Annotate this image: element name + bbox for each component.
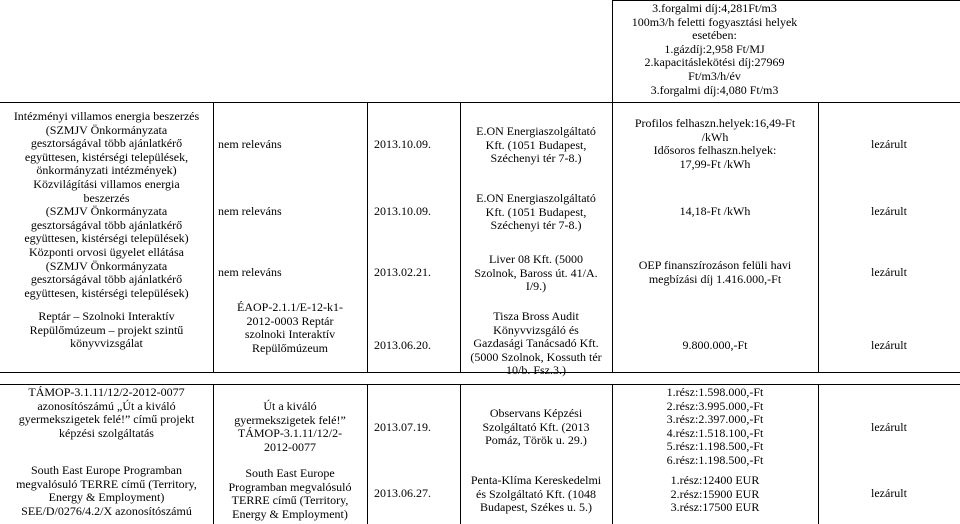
- contractor-cell: Penta-Klíma Kereskedelmi és Szolgáltató Kft. (1048 Budapest, Székes u. 5.): [470, 473, 602, 515]
- subject-cell: Közvilágítási villamos energia beszerzés (SZMJV Önkormányzata gesztorságával több ajánlatkérő együttesen, kistérségi települések): [24, 177, 189, 246]
- contractor-cell: Liver 08 Kft. (5000 Szolnok, Baross út. 41/A. I/9.): [474, 252, 598, 294]
- status-cell: lezárult: [871, 338, 907, 352]
- price-cell: 14,18-Ft /kWh: [679, 204, 751, 218]
- date-cell: 2013.06.20.: [374, 338, 431, 352]
- status-cell: lezárult: [871, 265, 907, 279]
- relevance-cell: ÉAOP-2.1.1/E-12-k1- 2012-0003 Reptár szolnoki Interaktív Repülőmúzeum: [237, 300, 343, 355]
- table-border-group1-top: [0, 102, 960, 103]
- status-cell: lezárult: [871, 486, 907, 500]
- subject-cell: Reptár – Szolnoki Interaktív Repülőmúzeum – projekt szintű könyvvizsgálat: [29, 309, 184, 351]
- date-cell: 2013.02.21.: [374, 265, 431, 279]
- contractor-cell: E.ON Energiaszolgáltató Kft. (1051 Budapest, Széchenyi tér 7-8.): [476, 191, 596, 233]
- date-cell: 2013.10.09.: [374, 204, 431, 218]
- subject-cell: Központi orvosi ügyelet ellátása (SZMJV Önkormányzata gesztorságával több ajánlatkérő együttesen, kistérségi települések): [24, 245, 189, 300]
- price-cell: 1.rész:1.598.000,-Ft 2.rész:3.995.000,-Ft 3.rész:2.397.000,-Ft 4.rész:1.518.100,-Ft 5.rész:1.198.500,-Ft 6.rész:1.198.500,-Ft: [666, 385, 764, 467]
- status-cell: lezárult: [871, 137, 907, 151]
- price-cell: 9.800.000,-Ft: [682, 338, 748, 352]
- column-divider-2: [367, 384, 368, 524]
- relevance-cell: nem releváns: [218, 204, 282, 218]
- date-cell: 2013.10.09.: [374, 137, 431, 151]
- date-cell: 2013.06.27.: [374, 486, 431, 500]
- price-cell: 1.rész:12400 EUR 2.rész:15900 EUR 3.rész:17500 EUR: [670, 473, 760, 515]
- subject-cell: Intézményi villamos energia beszerzés (SZMJV Önkormányzata gesztorságával több ajánlatkérő együttesen, kistérségi települések, önkormányzati intézmények): [13, 109, 200, 178]
- price-cell: Profilos felhaszn.helyek:16,49-Ft /kWh Idősoros felhaszn.helyek: 17,99-Ft /kWh: [634, 116, 796, 171]
- subject-cell: South East Europe Programban megvalósuló TERRE című (Territory, Energy & Employment) SEE/D/0276/4.2/X azonosítószámú: [16, 463, 197, 518]
- relevance-cell: nem releváns: [218, 265, 282, 279]
- price-cell: OEP finanszírozáson felüli havi megbízási díj 1.416.000,-Ft: [638, 258, 792, 286]
- relevance-cell: South East Europe Programban megvalósuló TERRE című (Territory, Energy & Employment): [228, 466, 352, 521]
- status-cell: lezárult: [871, 420, 907, 434]
- contractor-cell: Observans Képzési Szolgáltató Kft. (2013 Pomáz, Török u. 29.): [482, 406, 590, 448]
- top-fee-cell: 3.forgalmi díj:4,281Ft/m3 100m3/h feletti fogyasztási helyek esetében: 1.gázdíj:2,958 Ft/MJ 2.kapacitáslekötési díj:27969 Ft/m3/h/év 3.forgalmi díj:4,080 Ft/m3: [631, 1, 798, 97]
- status-cell: lezárult: [871, 204, 907, 218]
- relevance-cell: Út a kiváló gyermekszigetek felé!” TÁMOP-3.1.11/12/2- 2012-0077: [234, 399, 346, 454]
- contractor-cell: Tisza Bross Audit Könyvvizsgáló és Gazdasági Tanácsadó Kft. (5000 Szolnok, Kossuth tér 10/b. Fsz.3.): [470, 309, 602, 378]
- date-cell: 2013.07.19.: [374, 420, 431, 434]
- column-divider-2: [367, 102, 368, 372]
- relevance-cell: nem releváns: [218, 137, 282, 151]
- subject-cell: TÁMOP-3.1.11/12/2-2012-0077 azonosítószámú „Út a kiváló gyermekszigetek felé!” című projekt képzési szolgáltatás: [18, 385, 195, 440]
- contractor-cell: E.ON Energiaszolgáltató Kft. (1051 Budapest, Széchenyi tér 7-8.): [476, 124, 596, 166]
- column-divider-5: [818, 384, 819, 524]
